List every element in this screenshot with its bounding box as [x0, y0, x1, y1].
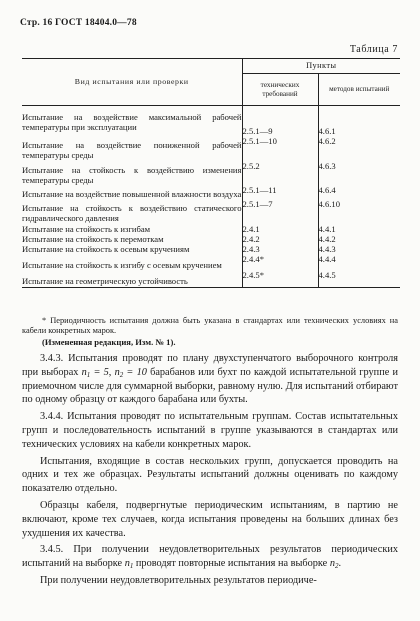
paragraph-last: При получении неудовлетворительных результатов периодиче- [40, 574, 317, 586]
col-header-methods: методов испытаний [318, 74, 400, 106]
footnote: * Периодичность испытания должна быть указана в стандартах или технических условиях на кабели конкретных марок. [22, 316, 398, 336]
col-header-requirements: технических требований [242, 74, 318, 106]
method-point: 4.6.3 [318, 160, 336, 171]
method-point: 4.6.1 [318, 126, 336, 136]
method-point: 4.4.5 [318, 270, 400, 287]
test-name: Испытание на стойкость к воздействию статического гидравлического давления [22, 199, 242, 223]
test-name: Испытание на стойкость к изгибам [22, 224, 242, 234]
test-name: Испытание на стойкость к изгибу с осевым кручением [22, 254, 242, 270]
test-name: Испытание на воздействие повышенной влажности воздуха [22, 185, 242, 199]
method-point: 4.4.1 [318, 223, 336, 234]
table-row [22, 112, 400, 136]
method-point: 4.6.10 [318, 199, 340, 210]
table-row [22, 136, 400, 160]
method-point: 4.6.4 [318, 185, 336, 196]
req-point: 2.4.1 [242, 224, 318, 234]
n1-symbol: $n_1$ [124, 558, 134, 571]
paragraph-3-4-4: 3.4.4. Испытания проводят по испытательным группам. Состав испытательных групп и последовательность испытаний в группе указываются в стандартах или технических условиях на кабели конкретных марок. [22, 411, 398, 450]
req-point: 2.4.2 [242, 234, 318, 244]
paragraph-3-4-5: 3.4.5. При получении неудовлетворительных результатов периодических испытаний на выборке $n_1$ проводят повторные испытания на выборке $n_2$. [22, 544, 398, 571]
col-header-test: Вид испытания или проверки [22, 59, 242, 106]
table-row [22, 270, 400, 287]
table-row [22, 224, 400, 234]
n2-value: $n_2 = 10$ [114, 366, 147, 379]
requirements-table [22, 58, 400, 288]
page-header: Стр. 16 ГОСТ 18404.0—78 [20, 18, 137, 28]
test-name: Испытание на воздействие пониженной рабочей температуры среды [22, 136, 242, 160]
method-point: 4.6.2 [318, 136, 336, 147]
req-point: 2.5.1—9 [242, 112, 318, 136]
table-row [22, 199, 400, 223]
paragraph-samples: Образцы кабеля, подвергнутые периодическим испытаниям, в партию не включают, кроме тех случаев, когда испытания проведены на больших длинах без ухудшения их качества. [22, 499, 398, 539]
table-row [22, 244, 400, 254]
req-point: 2.5.1—7 [242, 199, 318, 223]
test-name: Испытание на геометрическую устойчивость [22, 270, 242, 287]
table-row [22, 254, 400, 270]
table-row [22, 161, 400, 185]
req-point: 2.4.3 [242, 244, 318, 254]
table-row [22, 234, 400, 244]
method-point: 4.4.2 [318, 233, 336, 244]
table-row [22, 185, 400, 199]
method-point: 4.4.4 [318, 254, 336, 265]
table-label: Таблица 7 [349, 44, 398, 55]
edition-note: (Измененная редакция, Изм. № 1). [42, 337, 176, 347]
paragraph-groups: Испытания, входящие в состав нескольких групп, допускается проводить на одних и тех же образцах. Результаты испытаний должны оценивать по каждому показателю отдельно. [22, 455, 398, 495]
test-name: Испытание на стойкость к осевым кручениям [22, 244, 242, 254]
req-point: 2.4.5* [242, 270, 318, 287]
col-header-points: Пункты [242, 59, 400, 74]
body-text [22, 352, 398, 591]
test-name: Испытание на стойкость к воздействию изменения температуры среды [22, 161, 242, 185]
req-point: 2.4.4* [242, 254, 318, 270]
req-point: 2.5.1—11 [242, 185, 318, 199]
n1-value: $n_1 = 5$ [81, 366, 109, 379]
method-point: 4.4.3 [318, 244, 336, 255]
paragraph-3-4-3: 3.4.3. Испытания проводят по плану двухступенчатого выборочного контроля при выборах $n_1 = 5$, $n_2 = 10$ барабанов или бухт по каждой испытательной группе и приемочном числе для суммарной выборки, равному нулю. Для испытаний отбирают по одному образцу от каждого барабана или бухты. [22, 353, 398, 406]
req-point: 2.5.1—10 [242, 136, 318, 160]
test-name: Испытание на стойкость к перемоткам [22, 234, 242, 244]
n2-symbol: $n_2$ [329, 558, 339, 571]
test-name: Испытание на воздействие максимальной рабочей температуры при эксплуатации [22, 112, 242, 136]
req-point: 2.5.2 [242, 161, 318, 185]
